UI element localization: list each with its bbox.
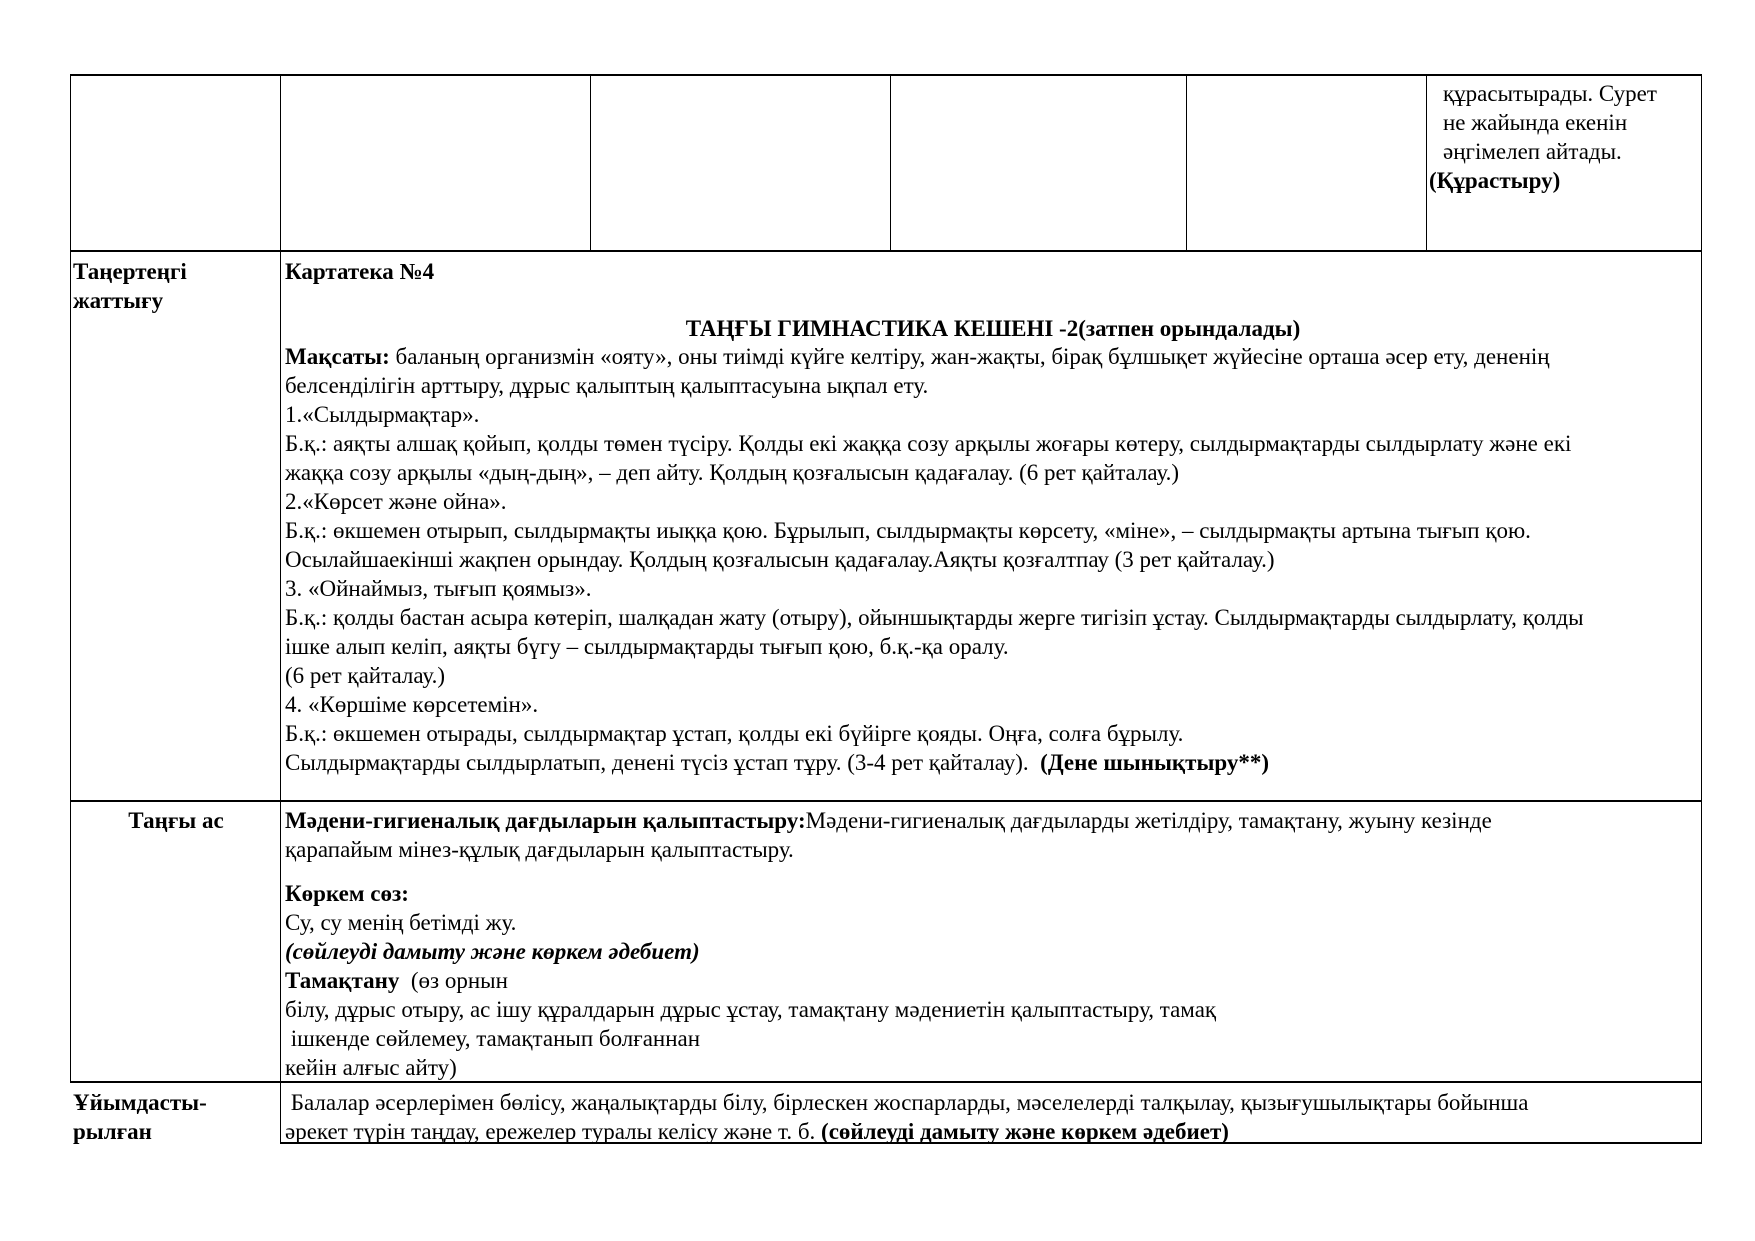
label-column-border — [280, 74, 281, 1143]
col-divider-a — [590, 74, 591, 251]
exercise-text: Б.қ.: өкшемен отырады, сылдырмақтар ұстап, қолды екі бүйірге қояды. Оңға, солға бұрылу. — [285, 721, 1184, 746]
skills-line — [285, 806, 1492, 835]
exercise-text: Б.қ.: қолды бастан асыра көтеріп, шалқадан жату (отыру), ойыншықтарды жерге тигізіп ұстау. Сылдырмақтарды сылдырлату, қолды — [285, 605, 1584, 630]
organized-text: әрекет түрін таңдау, ережелер туралы келісу және т. б. — [285, 1119, 822, 1144]
cell-text-line: әңгімелеп айтады. — [1443, 139, 1622, 164]
exercise-text: Б.қ.: аяқты алшақ қойып, қолды төмен түсіру. Қолды екі жаққа созу арқылы жоғары көтеру, сылдырмақтарды сылдырлату және екі — [285, 431, 1572, 456]
exercise-text: (6 рет қайталау.) — [285, 663, 445, 688]
cell-tag: (Құрастыру) — [1429, 168, 1561, 193]
exercise-text: ішке алып келіп, аяқты бүгу – сылдырмақтарды тығып қою, б.қ.-қа оралу. — [285, 634, 1009, 659]
cell-text-line: не жайында екенін — [1443, 110, 1628, 135]
row-divider-2 — [70, 800, 1702, 802]
row-label: рылған — [73, 1119, 152, 1144]
exercise-title: 4. «Көршіме көрсетемін». — [285, 692, 539, 717]
eating-text: кейін алғыс айту) — [285, 1055, 457, 1080]
organized-text-with-tag — [285, 1117, 1229, 1146]
eating-line — [285, 966, 508, 995]
goal-text: баланың организмін «ояту», оны тиімді күйге келтіру, жан-жақты, бірақ бұлшықет жүйесіне орташа әсер ету, дененің — [389, 344, 1550, 369]
row-label: Таңертеңгі — [73, 259, 187, 284]
subject-tag: (Дене шынықтыру**) — [1040, 750, 1270, 775]
goal-label: Мақсаты: — [285, 344, 390, 369]
verse-label: Көркем сөз: — [285, 881, 409, 906]
col-divider-b — [890, 74, 891, 251]
col-divider-d — [1426, 74, 1427, 251]
row-label: жаттығу — [73, 288, 164, 313]
card-title: Картатека №4 — [285, 259, 435, 284]
exercise-title: 3. «Ойнаймыз, тығып қоямыз». — [285, 576, 592, 601]
goal-line — [285, 342, 1550, 371]
col-divider-c — [1186, 74, 1187, 251]
exercise-text: Осылайшаекінші жақпен орындау. Қолдың қозғалысын қадағалау.Аяқты қозғалтпау (3 рет қайталау.) — [285, 547, 1275, 572]
exercise-text: Б.қ.: өкшемен отырып, сылдырмақты иыққа қою. Бұрылып, сылдырмақты көрсету, «міне», – сылдырмақты артына тығып қою. — [285, 518, 1531, 543]
exercise-title: 2.«Көрсет және ойна». — [285, 489, 507, 514]
skills-text: қарапайым мінез-құлық дағдыларын қалыптастыру. — [285, 837, 794, 862]
eating-text: білу, дұрыс отыру, ас ішу құралдарын дұрыс ұстау, тамақтану мәдениетін қалыптастыру, тамақ — [285, 997, 1217, 1022]
exercise-text-with-tag — [285, 748, 1269, 777]
row-label: Ұйымдасты- — [73, 1090, 207, 1115]
subject-tag: (сөйлеуді дамыту және көркем әдебиет) — [821, 1119, 1229, 1144]
section-heading: ТАҢҒЫ ГИМНАСТИКА КЕШЕНІ -2(затпен орындалады) — [685, 316, 1301, 341]
eating-label: Тамақтану — [285, 968, 400, 993]
verse-text: Су, су менің бетімді жу. — [285, 910, 517, 935]
exercise-title: 1.«Сылдырмақтар». — [285, 402, 480, 427]
cell-text-line: құрасытырады. Сурет — [1443, 81, 1657, 106]
skills-text: Мәдени-гигиеналық дағдыларды жетілдіру, тамақтану, жуыну кезінде — [805, 808, 1492, 833]
organized-text: Балалар әсерлерімен бөлісу, жаңалықтарды білу, бірлескен жоспарларды, мәселелерді талқылау, қызығушылықтары бойынша — [285, 1090, 1529, 1115]
eating-text: ішкенде сөйлемеу, тамақтанып болғаннан — [285, 1026, 701, 1051]
skills-label: Мәдени-гигиеналық дағдыларын қалыптастыру: — [285, 808, 806, 833]
exercise-text: жаққа созу арқылы «дың-дың», – деп айту. Қолдың қозғалысын қадағалау. (6 рет қайталау.) — [285, 460, 1180, 485]
row-label: Таңғы ас — [128, 808, 224, 833]
subject-tag: (сөйлеуді дамыту және көркем әдебиет) — [285, 939, 700, 964]
row-divider-1 — [70, 250, 1702, 252]
table-left-border — [70, 74, 71, 1082]
table-right-border — [1701, 74, 1702, 1143]
exercise-text: Сылдырмақтарды сылдырлатып, денені түсіз ұстап тұру. (3-4 рет қайталау). — [285, 750, 1041, 775]
goal-text: белсенділігін арттыру, дұрыс қалыптың қалыптасуына ықпал ету. — [285, 373, 929, 398]
table-top-border — [70, 74, 1702, 76]
eating-text: (өз орнын — [399, 968, 508, 993]
